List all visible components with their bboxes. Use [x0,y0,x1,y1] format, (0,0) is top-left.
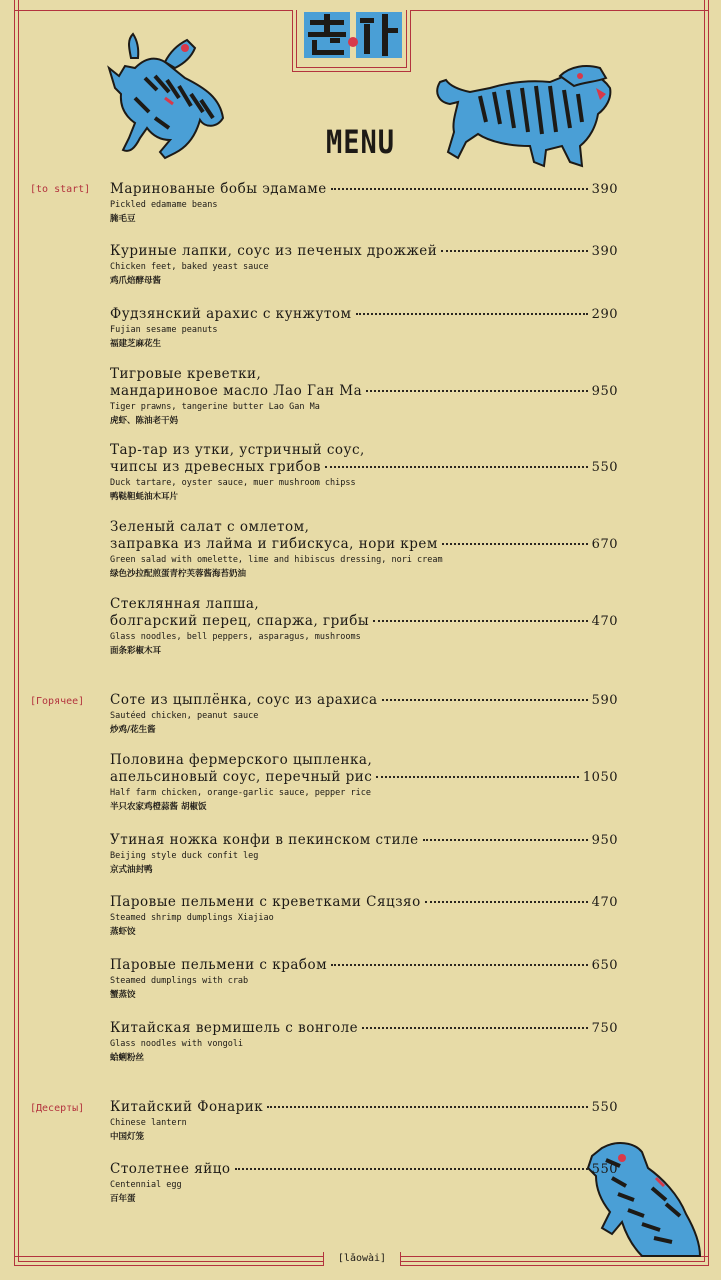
item-chinese: 虎虾、陈油老干妈 [110,416,179,426]
item-english: Steamed shrimp dumplings Xiajiao [110,913,274,923]
item-chinese: 炒鸡/花生酱 [110,725,156,735]
menu-item [110,1161,618,1206]
item-name-line1: Половина фермерского цыпленка, [110,752,373,768]
laowai-logo [302,10,404,60]
menu-item [110,181,618,226]
item-name: мандариновое масло Лао Ган Ма [110,383,363,399]
menu-item [110,442,618,504]
item-english: Beijing style duck confit leg [110,851,259,861]
item-name: апельсиновый соус, перечный рис [110,769,373,785]
item-price: 950 [591,384,618,399]
menu-title: MENU [325,124,396,162]
item-price: 650 [591,958,618,973]
item-price: 290 [591,307,618,322]
item-price: 470 [591,614,618,629]
item-chinese: 福建芝麻花生 [110,339,162,349]
item-chinese: 腌毛豆 [110,214,136,224]
item-price: 470 [591,895,618,910]
menu-item [110,894,618,939]
frame-top-left [14,10,292,11]
menu-item [110,1020,618,1065]
item-name: Куриные лапки, соус из печеных дрожжей [110,243,438,259]
item-chinese: 百年蛋 [110,1194,136,1204]
item-chinese: 鸡爪焙酵母酱 [110,276,162,286]
item-name: Китайская вермишель с вонголе [110,1020,359,1036]
item-name-line1: Стеклянная лапша, [110,596,260,612]
item-english: Chicken feet, baked yeast sauce [110,262,269,272]
item-price: 750 [591,1021,618,1036]
item-price: 950 [591,833,618,848]
item-chinese: 绿色沙拉配煎蛋青柠芙蓉酱海苔奶油 [110,569,247,579]
footer-laowai: [lǎowài] [323,1252,401,1266]
item-english: Chinese lantern [110,1118,187,1128]
item-english: Glass noodles with vongoli [110,1039,244,1049]
item-chinese: 鸭鞑靼蚝油木耳片 [110,492,179,502]
logo-text: 老外 [353,58,355,59]
item-name: Китайский Фонарик [110,1099,264,1115]
item-chinese: 面条彩椒木耳 [110,646,162,656]
item-name-line1: Тар-тар из утки, устричный соус, [110,442,365,458]
item-name: заправка из лайма и гибискуса, нори крем [110,536,438,552]
item-price: 550 [591,1100,618,1115]
item-english: Green salad with omelette, lime and hibiscus dressing, nori cream [110,555,443,565]
item-name: Паровые пельмени с крабом [110,957,328,973]
item-name: Фудзянский арахис с кунжутом [110,306,352,322]
item-english: Duck tartare, oyster sauce, muer mushroom chipss [110,478,356,488]
menu-item [110,306,618,351]
item-name: чипсы из древесных грибов [110,459,321,475]
section-label-start: [to start] [30,184,91,195]
section-label-hot: [Горячее] [30,696,85,707]
item-price: 550 [591,1162,618,1177]
item-name-line1: Зеленый салат с омлетом, [110,519,310,535]
section-label-desserts: [Десерты] [30,1103,85,1114]
item-price: 550 [591,460,618,475]
item-chinese: 蟹蒸饺 [110,990,136,1000]
item-chinese: 京式油封鸭 [110,865,153,875]
item-english: Centennial egg [110,1180,182,1190]
item-chinese: 蒸虾饺 [110,927,136,937]
item-price: 590 [591,693,618,708]
item-english: Fujian sesame peanuts [110,325,218,335]
item-name: Столетнее яйцо [110,1161,231,1177]
item-english: Steamed dumplings with crab [110,976,249,986]
menu-item [110,243,618,288]
menu-item [110,692,618,737]
item-english: Tiger prawns, tangerine butter Lao Gan Ma [110,402,320,412]
menu-item [110,366,618,428]
menu-item [110,752,618,814]
item-english: Half farm chicken, orange-garlic sauce, pepper rice [110,788,371,798]
item-english: Glass noodles, bell peppers, asparagus, mushrooms [110,632,361,642]
menu-item [110,832,618,877]
item-name: болгарский перец, спаржа, грибы [110,613,370,629]
item-price: 390 [591,244,618,259]
item-name-line1: Тигровые креветки, [110,366,262,382]
item-name: Соте из цыплёнка, соус из арахиса [110,692,378,708]
item-name: Утиная ножка конфи в пекинском стиле [110,832,419,848]
frame-top-right [411,10,709,11]
item-english: Sautéed chicken, peanut sauce [110,711,259,721]
item-chinese: 蛤蜊粉丝 [110,1053,145,1063]
item-price: 1050 [582,770,618,785]
item-price: 390 [591,182,618,197]
item-name: Паровые пельмени с креветками Сяцзяо [110,894,421,910]
item-english: Pickled edamame beans [110,200,218,210]
menu-item [110,596,618,658]
menu-item [110,519,618,581]
menu-item [110,957,618,1002]
item-name: Маринованые бобы эдамаме [110,181,327,197]
item-chinese: 中国灯笼 [110,1132,145,1142]
item-chinese: 半只农家鸡橙蒜酱 胡椒饭 [110,802,207,812]
menu-item [110,1099,618,1144]
item-price: 670 [591,537,618,552]
